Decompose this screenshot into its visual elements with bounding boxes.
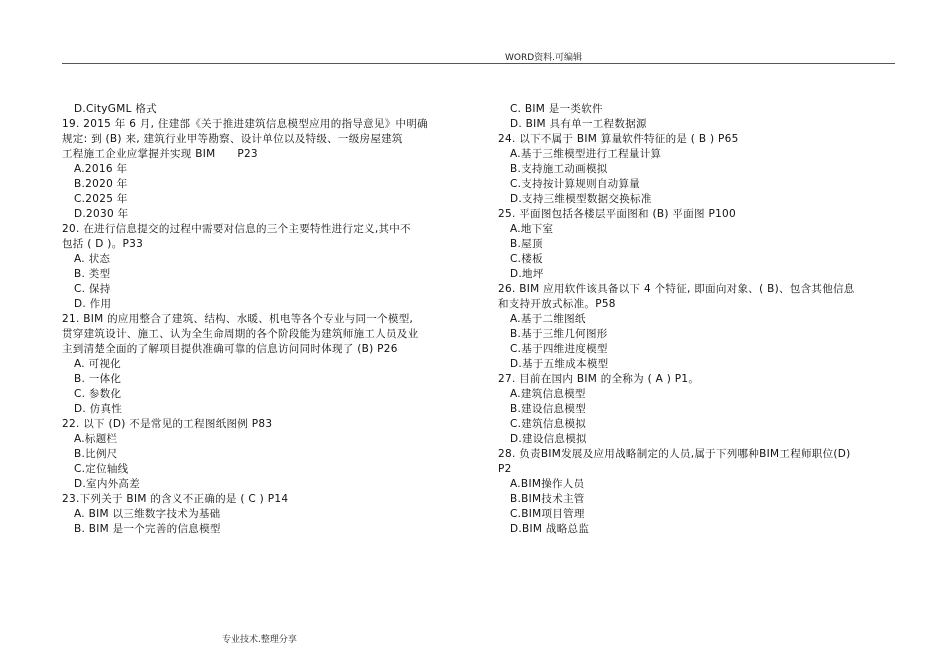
- question-text-line: 贯穿建筑设计、施工、认为全生命周期的各个阶段能为建筑师施工人员及业: [62, 328, 419, 340]
- question-text-line: 19. 2015 年 6 月, 住建部《关于推进建筑信息模型应用的指导意见》中明确: [62, 118, 428, 130]
- answer-option: A. 可视化: [74, 358, 121, 370]
- question-text-line: 24. 以下不属于 BIM 算量软件特征的是 ( B ) P65: [498, 133, 739, 145]
- answer-option: D.地坪: [510, 268, 544, 280]
- answer-option: C.BIM项目管理: [510, 508, 585, 520]
- question-text-line: 主到清楚全面的了解项目提供准确可靠的信息访问同时体现了 (B) P26: [62, 343, 398, 355]
- answer-option: B. 一体化: [74, 373, 122, 385]
- answer-option: B.比例尺: [74, 448, 118, 460]
- answer-option: C.2025 年: [74, 193, 128, 205]
- answer-option: A.标题栏: [74, 433, 118, 445]
- answer-option: B. BIM 是一个完善的信息模型: [74, 523, 221, 535]
- question-text-line: 工程施工企业应掌握并实现 BIM P23: [62, 148, 258, 160]
- answer-option: B.BIM技术主管: [510, 493, 585, 505]
- question-text-line: P2: [498, 463, 512, 475]
- answer-option: D.建设信息模拟: [510, 433, 587, 445]
- page-header: WORD资料.可编辑: [505, 53, 583, 63]
- question-text-line: 包括 ( D )。P33: [62, 238, 144, 250]
- question-text-line: 27. 目前在国内 BIM 的全称为 ( A ) P1。: [498, 373, 700, 385]
- answer-option: B.建设信息模型: [510, 403, 586, 415]
- left-column: [62, 102, 464, 537]
- answer-option: B. 类型: [74, 268, 111, 280]
- answer-option: C.楼板: [510, 253, 543, 265]
- answer-option: D. BIM 具有单一工程数据源: [510, 118, 647, 130]
- right-column: [498, 102, 898, 537]
- answer-option: D.2030 年: [74, 208, 129, 220]
- question-text-line: 28. 负责BIM发展及应用战略制定的人员,属于下列哪种BIM工程师职位(D): [498, 448, 851, 460]
- question-text-line: 22. 以下 (D) 不是常见的工程图纸图例 P83: [62, 418, 273, 430]
- page-footer: 专业技术.整理分享: [222, 635, 297, 645]
- question-text-line: 26. BIM 应用软件该具备以下 4 个特征, 即面向对象、( B)、包含其他信息: [498, 283, 855, 295]
- answer-option: D.CityGML 格式: [74, 103, 157, 115]
- answer-option: C.支持按计算规则自动算量: [510, 178, 641, 190]
- answer-option: A.2016 年: [74, 163, 128, 175]
- answer-option: A.基于二维图纸: [510, 313, 586, 325]
- answer-option: C. 保持: [74, 283, 111, 295]
- answer-option: A.地下室: [510, 223, 554, 235]
- answer-option: D. 仿真性: [74, 403, 123, 415]
- answer-option: C.定位轴线: [74, 463, 129, 475]
- question-text-line: 规定: 到 (B) 来, 建筑行业甲等勘察、设计单位以及特级、一级房屋建筑: [62, 133, 403, 145]
- answer-option: B.基于三维几何图形: [510, 328, 608, 340]
- answer-option: A.BIM操作人员: [510, 478, 585, 490]
- answer-option: D.支持三维模型数据交换标准: [510, 193, 652, 205]
- answer-option: A.建筑信息模型: [510, 388, 586, 400]
- answer-option: D. 作用: [74, 298, 112, 310]
- answer-option: A. 状态: [74, 253, 111, 265]
- answer-option: A. BIM 以三维数字技术为基础: [74, 508, 221, 520]
- question-text-line: 23.下列关于 BIM 的含义不正确的是 ( C ) P14: [62, 493, 289, 505]
- answer-option: D.BIM 战略总监: [510, 523, 590, 535]
- answer-option: D.室内外高差: [74, 478, 141, 490]
- answer-option: C.建筑信息模拟: [510, 418, 587, 430]
- answer-option: B.屋顶: [510, 238, 543, 250]
- answer-option: A.基于三维模型进行工程量计算: [510, 148, 662, 160]
- answer-option: C. BIM 是一类软件: [510, 103, 603, 115]
- question-text-line: 21. BIM 的应用整合了建筑、结构、水暖、机电等各个专业与同一个模型,: [62, 313, 414, 325]
- answer-option: C. 参数化: [74, 388, 122, 400]
- answer-option: C.基于四维进度模型: [510, 343, 608, 355]
- question-text-line: 和支持开放式标准。P58: [498, 298, 616, 310]
- header-divider: [62, 63, 895, 64]
- question-text-line: 25. 平面图包括各楼层平面图和 (B) 平面图 P100: [498, 208, 737, 220]
- answer-option: D.基于五维成本模型: [510, 358, 609, 370]
- answer-option: B.2020 年: [74, 178, 128, 190]
- answer-option: B.支持施工动画模拟: [510, 163, 608, 175]
- question-text-line: 20. 在进行信息提交的过程中需要对信息的三个主要特性进行定义,其中不: [62, 223, 411, 235]
